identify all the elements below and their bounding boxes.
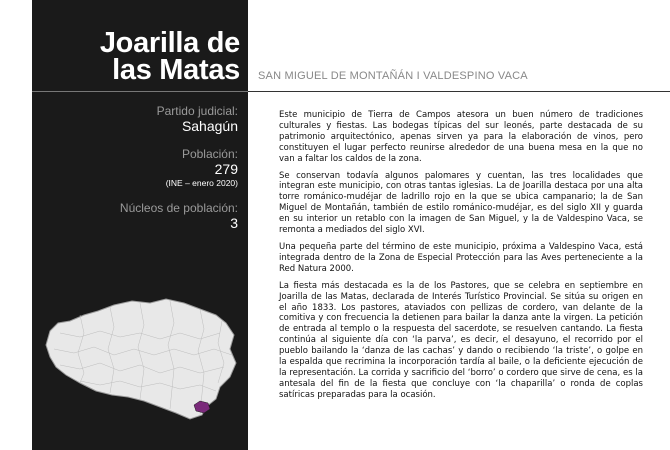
partido-judicial-value: Sahagún — [181, 118, 238, 134]
province-shape — [46, 299, 236, 419]
paragraph: Una pequeña parte del término de este municipio, próxima a Valdespino Vaca, está integrada dentro de la Zona de Especial Protección para las Aves perteneciente a la Red Natura 2000. — [279, 241, 643, 274]
paragraph: Este municipio de Tierra de Campos atesora un buen número de tradiciones culturales y fiestas. Las bodegas típicas del sur leonés, parte destacada de su patrimonio arquitectónico, apenas sirven ya para la elaboración de vinos, pero constituyen el lugar perfecto reunirse alrededor de una buena mesa en la que no van a faltar los caldos de la zona. — [279, 110, 643, 164]
poblacion-label: Población: — [181, 147, 238, 161]
partido-judicial-label: Partido judicial: — [156, 104, 238, 118]
title-block — [32, 0, 248, 92]
paragraph: La fiesta más destacada es la de los Pastores, que se celebra en septiembre en Joarilla de las Matas, declarada de Interés Turístico Provincial. Se sitúa su origen en el año 1833. Los pastores, ataviados con pellizas de cordero, van delante de la comitiva y con frecuencia la detienen para bailar la danza ante la virgen. La petición de entrada al templo o la respuesta del sacerdote, se resuelven cantando. La fiesta continúa al siguiente día con ‘la parva’, es decir, el desayuno, el recorrido por el pueblo bailando la ‘danza de las cachas’ y dando o recibiendo ‘la triste’, o golpe en la espalda que recrimina la incorporación tardía al baile, o la deficiente ejecución de la representación. La corrida y sacrificio del ‘borro’ o cordero que sirve de cena, es la antesala del fin de la fiesta que concluye con ‘la chaparilla’ o ronda de coplas satíricas preparadas para la ocasión. — [279, 280, 643, 400]
title-line-2: las Matas — [112, 54, 240, 86]
nucleos-value: 3 — [230, 215, 238, 231]
poblacion-source-note: (INE – enero 2020) — [165, 178, 238, 188]
province-locator-map — [40, 293, 242, 425]
header-divider — [248, 91, 670, 92]
municipality-facts — [32, 104, 238, 232]
poblacion-value: 279 — [214, 161, 238, 177]
article-body — [279, 110, 643, 407]
page-title — [99, 27, 240, 86]
localities-subtitle: SAN MIGUEL DE MONTAÑÁN I VALDESPINO VACA — [258, 70, 528, 82]
paragraph: Se conservan todavía algunos palomares y cuentan, las tres localidades que integran este municipio, con otras tantas iglesias. La de Joarilla destaca por una alta torre románico-mudéjar de ladrillo rojo en la que se ubica campanario; la de San Miguel de Montañán, también de estilo románico-mudéjar, es del siglo XII y guarda en su interior un retablo con la imagen de San Miguel, y la de Valdespino Vaca, se remonta a mediados del siglo XVI. — [279, 170, 643, 236]
nucleos-label: Núcleos de población: — [119, 201, 238, 215]
title-line-1: Joarilla de — [99, 27, 240, 59]
